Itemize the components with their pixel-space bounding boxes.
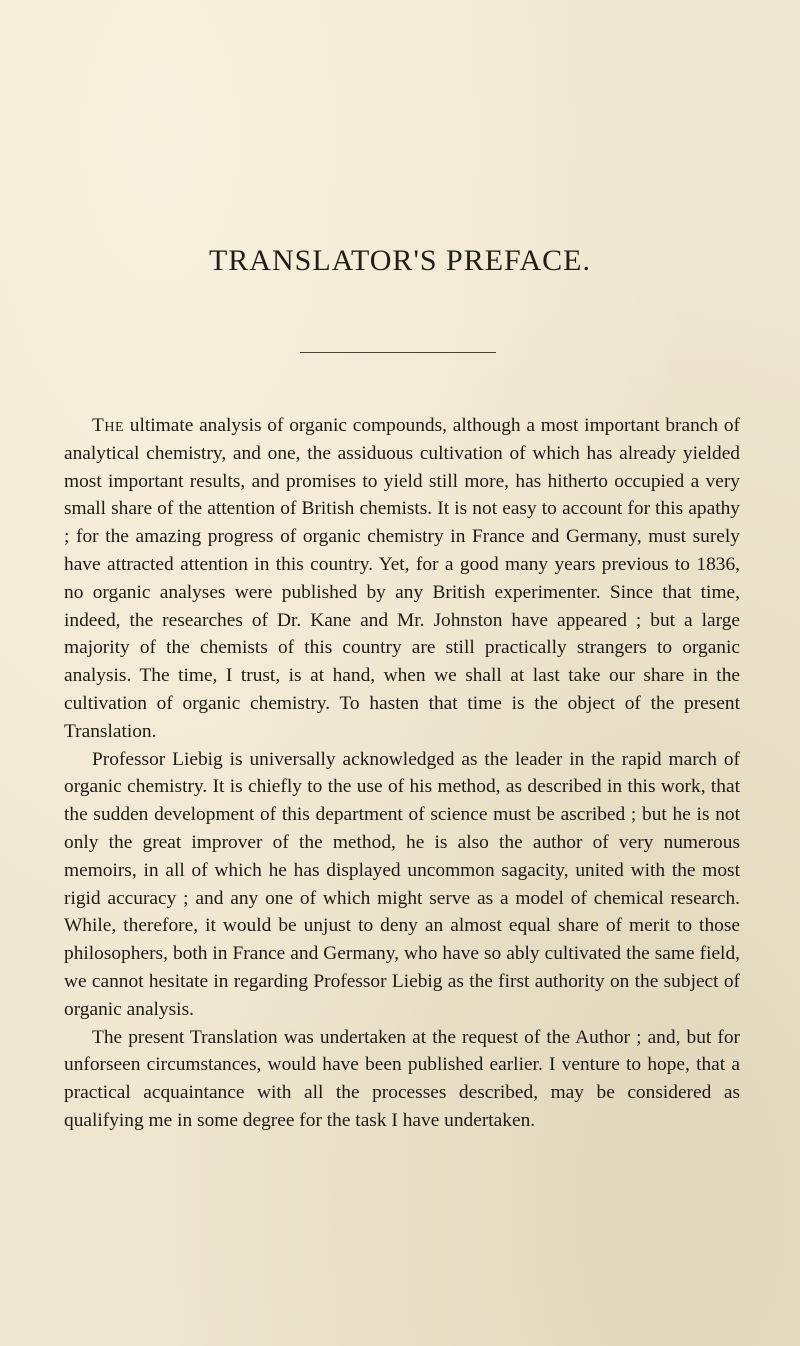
page-title: TRANSLATOR'S PREFACE. (208, 244, 592, 277)
paragraph-lead-word: The (92, 415, 125, 436)
paragraph-text: Professor Liebig is universally acknowledged as the leader in the rapid march of organic chemistry. It is chiefly to the use of his method, as described in this work, that the sudden development of this department of science must be ascribed ; but he is not only the great improver of the method, he is also the author of very numerous memoirs, in all of which he has displayed uncommon sagacity, united with the most rigid accuracy ; and any one of which might serve as a model of chemical research. While, therefore, it would be unjust to deny an almost equal share of merit to those philosophers, both in France and Germany, who have so ably cultivated the same field, we cannot hesitate in regarding Professor Liebig as the first authority on the subject of organic analysis. (64, 748, 740, 1020)
preface-body (64, 412, 740, 1135)
paragraph-3 (64, 1024, 740, 1135)
paragraph-text: The present Translation was undertaken at the request of the Author ; and, but for unforseen circumstances, would have been published earlier. I venture to hope, that a practical acquaintance with all the processes described, may be considered as qualifying me in some degree for the task I have undertaken. (64, 1026, 740, 1131)
paragraph-text: ultimate analysis of organic compounds, although a most important branch of analytical chemistry, and one, the assiduous cultivation of which has already yielded most important results, and promises to yield still more, has hitherto occupied a very small share of the attention of British chemists. It is not easy to account for this apathy ; for the amazing progress of organic chemistry in France and Germany, must surely have attracted attention in this country. Yet, for a good many years previous to 1836, no organic analyses were published by any British experimenter. Since that time, indeed, the researches of Dr. Kane and Mr. Johnston have appeared ; but a large majority of the chemists of this country are still practically strangers to organic analysis. The time, I trust, is at hand, when we shall at last take our share in the cultivation of organic chemistry. To hasten that time is the object of the present Translation. (64, 415, 740, 742)
paragraph-1 (64, 412, 740, 746)
paragraph-2 (64, 746, 740, 1024)
title-divider (300, 352, 496, 353)
